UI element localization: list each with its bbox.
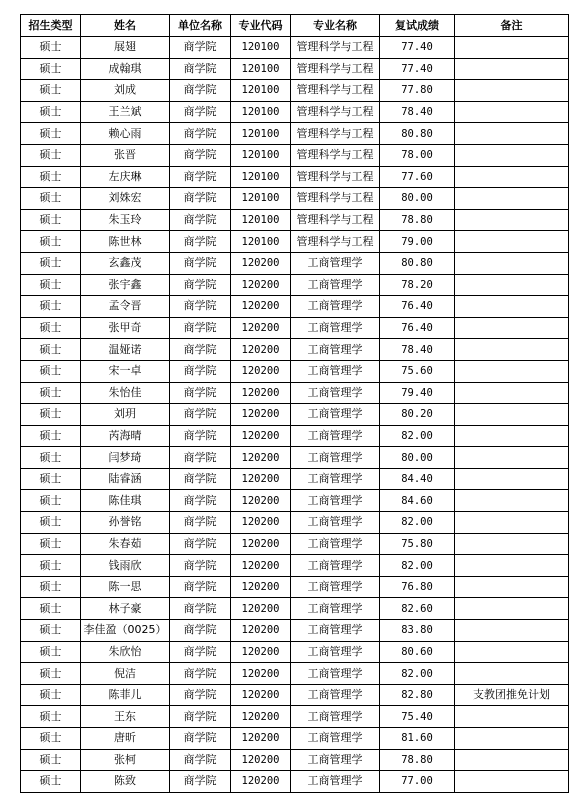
remark-cell	[455, 317, 569, 339]
name-cell: 闫梦琦	[81, 447, 170, 469]
score-cell: 83.80	[380, 620, 455, 642]
unit-cell: 商学院	[170, 252, 231, 274]
major-code-cell: 120200	[231, 684, 291, 706]
remark-cell	[455, 663, 569, 685]
type-cell: 硕士	[21, 447, 81, 469]
major-name-cell: 工商管理学	[291, 749, 380, 771]
score-cell: 82.00	[380, 512, 455, 534]
score-cell: 78.00	[380, 144, 455, 166]
table-row	[21, 101, 569, 123]
score-cell: 77.40	[380, 37, 455, 59]
unit-cell: 商学院	[170, 296, 231, 318]
major-name-cell: 管理科学与工程	[291, 58, 380, 80]
header-major-code: 专业代码	[231, 15, 291, 37]
major-name-cell: 工商管理学	[291, 360, 380, 382]
table-row	[21, 684, 569, 706]
header-name: 姓名	[81, 15, 170, 37]
table-row	[21, 296, 569, 318]
table-row	[21, 555, 569, 577]
major-name-cell: 工商管理学	[291, 339, 380, 361]
major-code-cell: 120200	[231, 533, 291, 555]
unit-cell: 商学院	[170, 771, 231, 793]
score-cell: 77.60	[380, 166, 455, 188]
major-name-cell: 管理科学与工程	[291, 123, 380, 145]
unit-cell: 商学院	[170, 425, 231, 447]
score-cell: 80.60	[380, 641, 455, 663]
table-row	[21, 771, 569, 793]
unit-cell: 商学院	[170, 468, 231, 490]
major-code-cell: 120200	[231, 706, 291, 728]
major-name-cell: 工商管理学	[291, 512, 380, 534]
table-row	[21, 576, 569, 598]
type-cell: 硕士	[21, 490, 81, 512]
type-cell: 硕士	[21, 274, 81, 296]
table-row	[21, 468, 569, 490]
remark-cell	[455, 749, 569, 771]
name-cell: 唐昕	[81, 728, 170, 750]
unit-cell: 商学院	[170, 684, 231, 706]
type-cell: 硕士	[21, 360, 81, 382]
name-cell: 刘姝宏	[81, 188, 170, 210]
table-row	[21, 749, 569, 771]
major-code-cell: 120200	[231, 598, 291, 620]
table-row	[21, 166, 569, 188]
major-name-cell: 工商管理学	[291, 274, 380, 296]
name-cell: 陈世林	[81, 231, 170, 253]
major-name-cell: 管理科学与工程	[291, 80, 380, 102]
table-row	[21, 512, 569, 534]
unit-cell: 商学院	[170, 101, 231, 123]
major-name-cell: 工商管理学	[291, 771, 380, 793]
name-cell: 左庆琳	[81, 166, 170, 188]
major-name-cell: 工商管理学	[291, 296, 380, 318]
name-cell: 张柯	[81, 749, 170, 771]
score-cell: 82.00	[380, 663, 455, 685]
major-code-cell: 120200	[231, 404, 291, 426]
score-cell: 77.40	[380, 58, 455, 80]
name-cell: 林子豪	[81, 598, 170, 620]
remark-cell	[455, 188, 569, 210]
table-row	[21, 317, 569, 339]
score-cell: 82.00	[380, 425, 455, 447]
remark-cell	[455, 576, 569, 598]
major-name-cell: 工商管理学	[291, 684, 380, 706]
score-cell: 80.80	[380, 252, 455, 274]
name-cell: 陈致	[81, 771, 170, 793]
name-cell: 展翅	[81, 37, 170, 59]
header-unit: 单位名称	[170, 15, 231, 37]
table-row	[21, 533, 569, 555]
remark-cell	[455, 123, 569, 145]
score-cell: 76.40	[380, 317, 455, 339]
major-code-cell: 120200	[231, 447, 291, 469]
score-cell: 80.20	[380, 404, 455, 426]
remark-cell	[455, 101, 569, 123]
type-cell: 硕士	[21, 425, 81, 447]
type-cell: 硕士	[21, 188, 81, 210]
table-row	[21, 339, 569, 361]
unit-cell: 商学院	[170, 490, 231, 512]
remark-cell	[455, 512, 569, 534]
major-code-cell: 120100	[231, 144, 291, 166]
score-cell: 76.80	[380, 576, 455, 598]
name-cell: 陆睿涵	[81, 468, 170, 490]
type-cell: 硕士	[21, 144, 81, 166]
type-cell: 硕士	[21, 576, 81, 598]
major-code-cell: 120100	[231, 101, 291, 123]
remark-cell	[455, 58, 569, 80]
table-row	[21, 641, 569, 663]
type-cell: 硕士	[21, 166, 81, 188]
name-cell: 朱春茹	[81, 533, 170, 555]
remark-cell	[455, 706, 569, 728]
remark-cell	[455, 598, 569, 620]
major-code-cell: 120200	[231, 296, 291, 318]
unit-cell: 商学院	[170, 360, 231, 382]
unit-cell: 商学院	[170, 58, 231, 80]
header-major-name: 专业名称	[291, 15, 380, 37]
score-cell: 79.40	[380, 382, 455, 404]
type-cell: 硕士	[21, 58, 81, 80]
score-cell: 76.40	[380, 296, 455, 318]
remark-cell	[455, 447, 569, 469]
remark-cell	[455, 382, 569, 404]
table-row	[21, 144, 569, 166]
remark-cell	[455, 166, 569, 188]
major-code-cell: 120200	[231, 576, 291, 598]
name-cell: 宋一卓	[81, 360, 170, 382]
major-name-cell: 管理科学与工程	[291, 188, 380, 210]
score-cell: 84.40	[380, 468, 455, 490]
remark-cell	[455, 728, 569, 750]
major-name-cell: 工商管理学	[291, 252, 380, 274]
unit-cell: 商学院	[170, 123, 231, 145]
unit-cell: 商学院	[170, 555, 231, 577]
type-cell: 硕士	[21, 317, 81, 339]
major-name-cell: 管理科学与工程	[291, 101, 380, 123]
name-cell: 陈一思	[81, 576, 170, 598]
name-cell: 孟令晋	[81, 296, 170, 318]
unit-cell: 商学院	[170, 706, 231, 728]
major-name-cell: 工商管理学	[291, 728, 380, 750]
name-cell: 陈菲儿	[81, 684, 170, 706]
table-row	[21, 490, 569, 512]
unit-cell: 商学院	[170, 512, 231, 534]
table-row	[21, 447, 569, 469]
type-cell: 硕士	[21, 123, 81, 145]
major-name-cell: 工商管理学	[291, 706, 380, 728]
score-cell: 77.80	[380, 80, 455, 102]
major-code-cell: 120200	[231, 728, 291, 750]
major-code-cell: 120200	[231, 252, 291, 274]
major-name-cell: 工商管理学	[291, 533, 380, 555]
major-name-cell: 管理科学与工程	[291, 166, 380, 188]
major-name-cell: 工商管理学	[291, 382, 380, 404]
type-cell: 硕士	[21, 382, 81, 404]
name-cell: 朱怡佳	[81, 382, 170, 404]
name-cell: 王东	[81, 706, 170, 728]
major-code-cell: 120200	[231, 490, 291, 512]
table-body	[21, 37, 569, 793]
score-cell: 75.60	[380, 360, 455, 382]
major-code-cell: 120200	[231, 555, 291, 577]
type-cell: 硕士	[21, 231, 81, 253]
table-row	[21, 382, 569, 404]
table-row	[21, 252, 569, 274]
type-cell: 硕士	[21, 598, 81, 620]
major-name-cell: 工商管理学	[291, 641, 380, 663]
unit-cell: 商学院	[170, 663, 231, 685]
table-row	[21, 663, 569, 685]
score-cell: 78.40	[380, 101, 455, 123]
table-row	[21, 728, 569, 750]
table-row	[21, 404, 569, 426]
name-cell: 陈佳琪	[81, 490, 170, 512]
unit-cell: 商学院	[170, 209, 231, 231]
type-cell: 硕士	[21, 209, 81, 231]
unit-cell: 商学院	[170, 533, 231, 555]
type-cell: 硕士	[21, 252, 81, 274]
unit-cell: 商学院	[170, 620, 231, 642]
type-cell: 硕士	[21, 706, 81, 728]
type-cell: 硕士	[21, 101, 81, 123]
score-table	[20, 14, 569, 793]
major-code-cell: 120200	[231, 425, 291, 447]
major-code-cell: 120200	[231, 620, 291, 642]
remark-cell	[455, 339, 569, 361]
major-code-cell: 120200	[231, 339, 291, 361]
major-name-cell: 工商管理学	[291, 404, 380, 426]
table-row	[21, 274, 569, 296]
score-cell: 82.80	[380, 684, 455, 706]
major-code-cell: 120200	[231, 771, 291, 793]
header-type: 招生类型	[21, 15, 81, 37]
type-cell: 硕士	[21, 339, 81, 361]
score-cell: 75.40	[380, 706, 455, 728]
type-cell: 硕士	[21, 728, 81, 750]
type-cell: 硕士	[21, 533, 81, 555]
unit-cell: 商学院	[170, 404, 231, 426]
remark-cell	[455, 360, 569, 382]
major-name-cell: 工商管理学	[291, 555, 380, 577]
table-row	[21, 58, 569, 80]
name-cell: 钱雨欣	[81, 555, 170, 577]
remark-cell	[455, 37, 569, 59]
remark-cell	[455, 555, 569, 577]
major-code-cell: 120200	[231, 512, 291, 534]
type-cell: 硕士	[21, 37, 81, 59]
table-row	[21, 425, 569, 447]
major-code-cell: 120100	[231, 231, 291, 253]
unit-cell: 商学院	[170, 576, 231, 598]
score-cell: 78.40	[380, 339, 455, 361]
major-name-cell: 工商管理学	[291, 663, 380, 685]
major-code-cell: 120200	[231, 274, 291, 296]
table-row	[21, 706, 569, 728]
remark-cell	[455, 425, 569, 447]
major-code-cell: 120200	[231, 360, 291, 382]
remark-cell	[455, 771, 569, 793]
major-name-cell: 管理科学与工程	[291, 231, 380, 253]
score-cell: 80.00	[380, 447, 455, 469]
table-row	[21, 80, 569, 102]
remark-cell	[455, 144, 569, 166]
type-cell: 硕士	[21, 296, 81, 318]
major-code-cell: 120200	[231, 317, 291, 339]
name-cell: 张晋	[81, 144, 170, 166]
major-code-cell: 120200	[231, 641, 291, 663]
major-code-cell: 120200	[231, 749, 291, 771]
major-name-cell: 工商管理学	[291, 576, 380, 598]
table-row	[21, 123, 569, 145]
major-name-cell: 工商管理学	[291, 425, 380, 447]
name-cell: 芮海晴	[81, 425, 170, 447]
unit-cell: 商学院	[170, 598, 231, 620]
name-cell: 朱欣怡	[81, 641, 170, 663]
major-code-cell: 120100	[231, 188, 291, 210]
name-cell: 张甲奇	[81, 317, 170, 339]
unit-cell: 商学院	[170, 166, 231, 188]
type-cell: 硕士	[21, 771, 81, 793]
remark-cell	[455, 80, 569, 102]
unit-cell: 商学院	[170, 231, 231, 253]
type-cell: 硕士	[21, 555, 81, 577]
name-cell: 朱玉玲	[81, 209, 170, 231]
unit-cell: 商学院	[170, 188, 231, 210]
remark-cell	[455, 296, 569, 318]
score-cell: 80.00	[380, 188, 455, 210]
major-code-cell: 120100	[231, 123, 291, 145]
table-row	[21, 620, 569, 642]
name-cell: 倪洁	[81, 663, 170, 685]
type-cell: 硕士	[21, 620, 81, 642]
score-cell: 79.00	[380, 231, 455, 253]
unit-cell: 商学院	[170, 144, 231, 166]
unit-cell: 商学院	[170, 274, 231, 296]
name-cell: 王兰斌	[81, 101, 170, 123]
type-cell: 硕士	[21, 749, 81, 771]
remark-cell	[455, 533, 569, 555]
score-cell: 84.60	[380, 490, 455, 512]
type-cell: 硕士	[21, 80, 81, 102]
header-remark: 备注	[455, 15, 569, 37]
score-cell: 82.60	[380, 598, 455, 620]
name-cell: 孙誉铭	[81, 512, 170, 534]
unit-cell: 商学院	[170, 749, 231, 771]
name-cell: 赖心雨	[81, 123, 170, 145]
type-cell: 硕士	[21, 468, 81, 490]
unit-cell: 商学院	[170, 382, 231, 404]
major-code-cell: 120200	[231, 663, 291, 685]
type-cell: 硕士	[21, 512, 81, 534]
major-name-cell: 工商管理学	[291, 447, 380, 469]
table-row	[21, 598, 569, 620]
remark-cell	[455, 209, 569, 231]
name-cell: 玄鑫茂	[81, 252, 170, 274]
remark-cell	[455, 231, 569, 253]
name-cell: 温娅诺	[81, 339, 170, 361]
table-row	[21, 209, 569, 231]
score-cell: 78.80	[380, 209, 455, 231]
unit-cell: 商学院	[170, 339, 231, 361]
type-cell: 硕士	[21, 663, 81, 685]
table-row	[21, 231, 569, 253]
major-name-cell: 工商管理学	[291, 490, 380, 512]
remark-cell	[455, 490, 569, 512]
remark-cell	[455, 252, 569, 274]
name-cell: 张宇鑫	[81, 274, 170, 296]
major-name-cell: 管理科学与工程	[291, 144, 380, 166]
score-cell: 80.80	[380, 123, 455, 145]
table-row	[21, 188, 569, 210]
major-name-cell: 工商管理学	[291, 620, 380, 642]
major-code-cell: 120100	[231, 37, 291, 59]
unit-cell: 商学院	[170, 641, 231, 663]
unit-cell: 商学院	[170, 37, 231, 59]
table-row	[21, 360, 569, 382]
major-code-cell: 120100	[231, 209, 291, 231]
major-code-cell: 120100	[231, 166, 291, 188]
remark-cell	[455, 620, 569, 642]
unit-cell: 商学院	[170, 728, 231, 750]
type-cell: 硕士	[21, 404, 81, 426]
score-cell: 81.60	[380, 728, 455, 750]
type-cell: 硕士	[21, 641, 81, 663]
remark-cell	[455, 641, 569, 663]
score-cell: 78.20	[380, 274, 455, 296]
remark-cell	[455, 274, 569, 296]
score-cell: 78.80	[380, 749, 455, 771]
unit-cell: 商学院	[170, 80, 231, 102]
major-code-cell: 120200	[231, 382, 291, 404]
major-name-cell: 工商管理学	[291, 317, 380, 339]
major-name-cell: 工商管理学	[291, 598, 380, 620]
type-cell: 硕士	[21, 684, 81, 706]
header-score: 复试成绩	[380, 15, 455, 37]
major-code-cell: 120100	[231, 80, 291, 102]
unit-cell: 商学院	[170, 447, 231, 469]
header-row	[21, 15, 569, 37]
score-cell: 75.80	[380, 533, 455, 555]
major-code-cell: 120100	[231, 58, 291, 80]
name-cell: 李佳盈（0025）	[81, 620, 170, 642]
major-name-cell: 管理科学与工程	[291, 209, 380, 231]
score-cell: 82.00	[380, 555, 455, 577]
remark-cell	[455, 468, 569, 490]
name-cell: 成翰琪	[81, 58, 170, 80]
major-name-cell: 工商管理学	[291, 468, 380, 490]
remark-cell: 支教团推免计划	[455, 684, 569, 706]
score-cell: 77.00	[380, 771, 455, 793]
unit-cell: 商学院	[170, 317, 231, 339]
name-cell: 刘成	[81, 80, 170, 102]
remark-cell	[455, 404, 569, 426]
major-code-cell: 120200	[231, 468, 291, 490]
name-cell: 刘玥	[81, 404, 170, 426]
major-name-cell: 管理科学与工程	[291, 37, 380, 59]
table-row	[21, 37, 569, 59]
